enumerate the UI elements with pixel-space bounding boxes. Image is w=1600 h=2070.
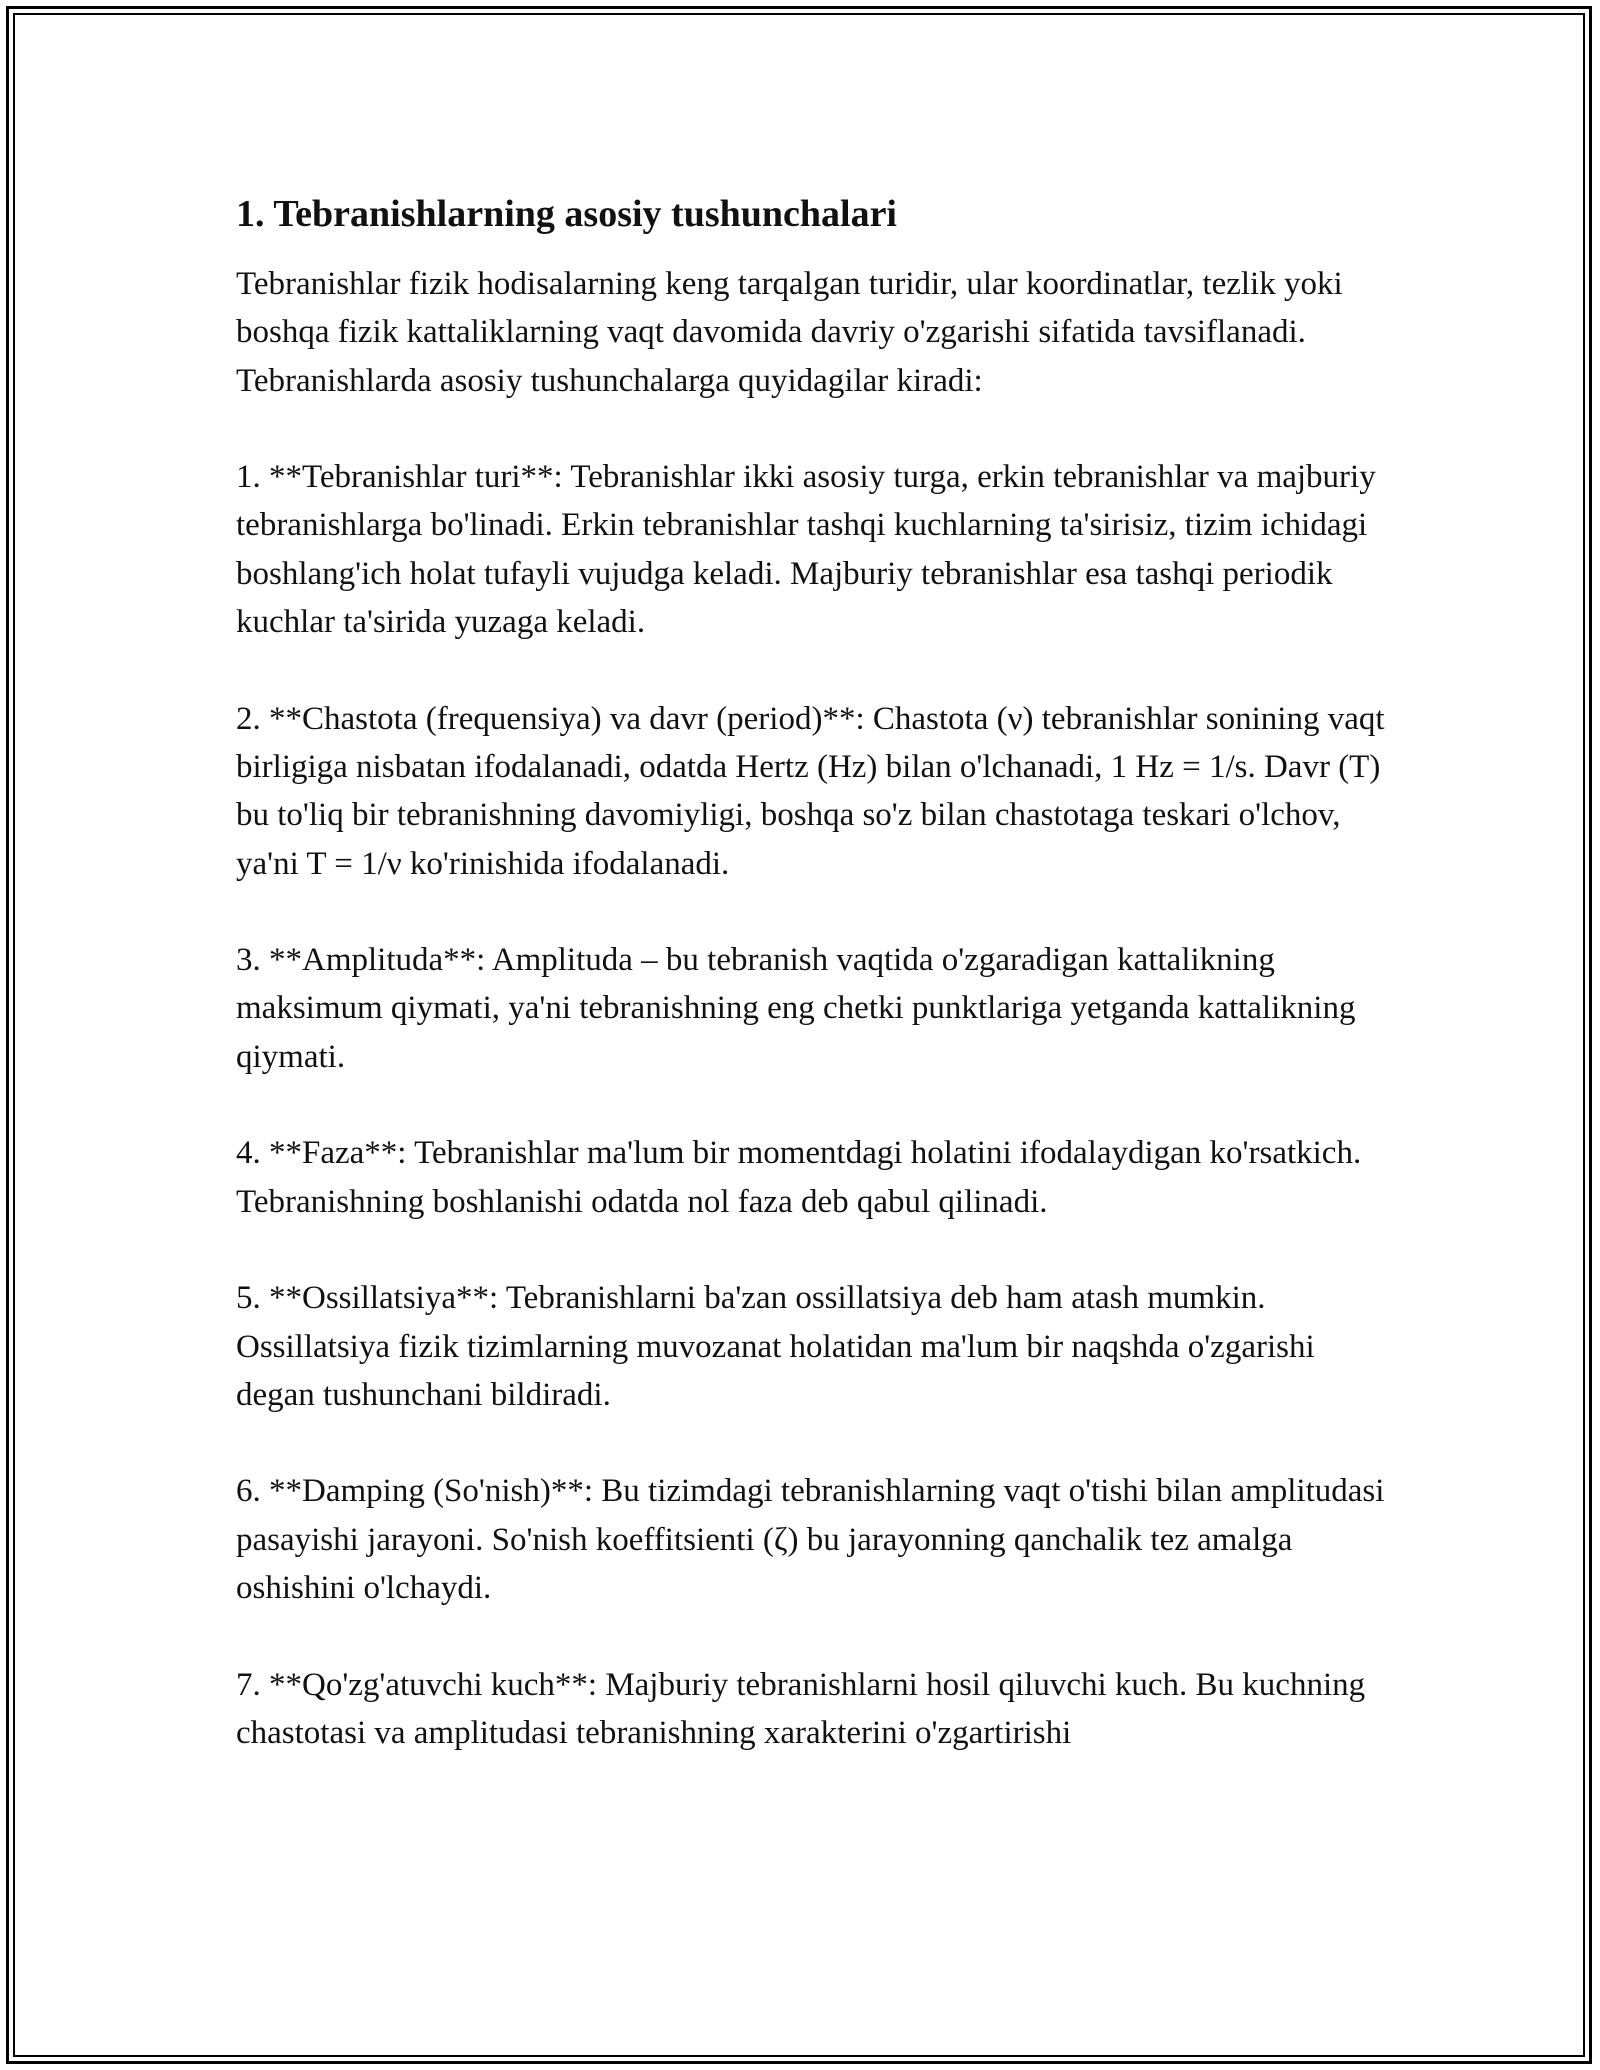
section-title: 1. Tebranishlarning asosiy tushunchalari [236, 193, 897, 235]
document-body [236, 188, 1386, 1806]
list-item-oscillation: 5. **Ossillatsiya**: Tebranishlarni ba'zan ossillatsiya deb ham atash mumkin. Ossillatsiya fizik tizimlarning muvozanat holatidan ma'lum bir naqshda o'zgarishi degan tushunchani bildiradi. [236, 1280, 1315, 1413]
list-item-amplitude: 3. **Amplituda**: Amplituda – bu tebranish vaqtida o'zgaradigan kattalikning maksimum qiymati, ya'ni tebranishning eng chetki punktlariga yetganda kattalikning qiymati. [236, 942, 1356, 1075]
intro-paragraph: Tebranishlar fizik hodisalarning keng tarqalgan turidir, ular koordinatlar, tezlik yoki boshqa fizik kattaliklarning vaqt davomida davriy o'zgarishi sifatida tavsiflanadi. Tebranishlarda asosiy tushunchalarga quyidagilar kiradi: [236, 266, 1343, 399]
list-item-phase: 4. **Faza**: Tebranishlar ma'lum bir momentdagi holatini ifodalaydigan ko'rsatkich. Tebranishning boshlanishi odatda nol faza deb qabul qilinadi. [236, 1135, 1362, 1220]
list-item-frequency-period: 2. **Chastota (frequensiya) va davr (period)**: Chastota (ν) tebranishlar sonining vaqt birligiga nisbatan ifodalanadi, odatda Hertz (Hz) bilan o'lchanadi, 1 Hz = 1/s. Davr (T) bu to'liq bir tebranishning davomiyligi, boshqa so'z bilan chastotaga teskari o'lchov, ya'ni T = 1/ν ko'rinishida ifodalanadi. [236, 700, 1385, 882]
list-item-driving-force: 7. **Qo'zg'atuvchi kuch**: Majburiy tebranishlarni hosil qiluvchi kuch. Bu kuchning chastotasi va amplitudasi tebranishning xarakterini o'zgartirishi [236, 1666, 1366, 1751]
list-item-damping: 6. **Damping (So'nish)**: Bu tizimdagi tebranishlarning vaqt o'tishi bilan amplitudasi pasayishi jarayoni. So'nish koeffitsienti (ζ) bu jarayonning qanchalik tez amalga oshishini o'lchaydi. [236, 1473, 1385, 1607]
list-item-oscillation-types: 1. **Tebranishlar turi**: Tebranishlar ikki asosiy turga, erkin tebranishlar va majburiy tebranishlarga bo'linadi. Erkin tebranishlar tashqi kuchlarning ta'sirisiz, tizim ichidagi boshlang'ich holat tufayli vujudga keladi. Majburiy tebranishlar esa tashqi periodik kuchlar ta'sirida yuzaga keladi. [236, 459, 1376, 641]
